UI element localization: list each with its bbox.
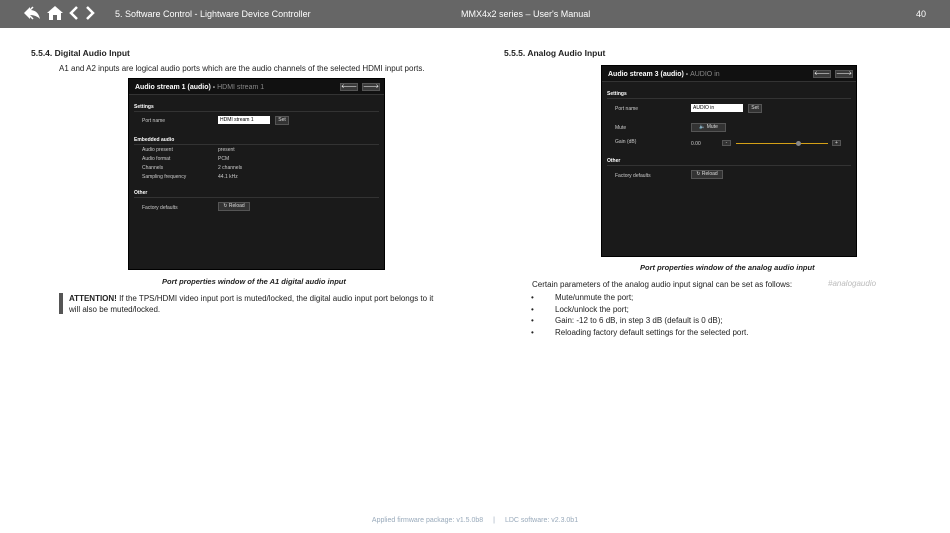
window-subtitle: AUDIO in — [690, 71, 720, 78]
digital-intro: A1 and A2 inputs are logical audio ports which are the audio channels of the selected HDMI input ports. — [59, 64, 425, 73]
other-label: Other — [607, 158, 621, 164]
ldc-version: LDC software: v2.3.0b1 — [504, 517, 579, 524]
mute-label: Mute — [615, 125, 627, 131]
reload-button[interactable] — [218, 202, 250, 211]
gain-slider[interactable] — [736, 143, 828, 144]
reload-button[interactable] — [691, 170, 723, 179]
nav-icons — [22, 5, 96, 23]
home-icon[interactable] — [46, 5, 64, 23]
next-icon[interactable] — [84, 5, 96, 23]
other-label: Other — [134, 190, 148, 196]
divider — [134, 111, 379, 112]
digital-caption: Port properties window of the A1 digital audio input — [162, 277, 346, 286]
page-number: 40 — [916, 9, 927, 19]
reload-icon: ↻ — [223, 203, 229, 209]
attention-text: If the TPS/HDMI video input port is muted/locked, the digital audio input port belongs to it — [116, 294, 434, 303]
gain-slider-thumb[interactable] — [796, 141, 801, 146]
footer-sep: | — [493, 517, 495, 524]
manual-title: MMX4x2 series – User's Manual — [461, 9, 591, 19]
prev-port-button[interactable]: 🡐 — [814, 71, 831, 77]
attention-text-2: will also be muted/locked. — [69, 305, 161, 314]
list-item: • Gain: -12 to 6 dB, in step 3 dB (default is 0 dB); — [543, 315, 748, 327]
list-item: • Lock/unlock the port; — [543, 304, 748, 316]
factory-defaults-label: Factory defaults — [615, 173, 651, 179]
divider — [134, 197, 379, 198]
gain-label: Gain (dB) — [615, 139, 637, 145]
divider — [607, 98, 851, 99]
section-heading-analog: 5.5.5. Analog Audio Input — [504, 48, 606, 58]
settings-label: Settings — [607, 91, 627, 97]
reload-icon: ↻ — [696, 171, 702, 177]
window-title-bar — [602, 66, 856, 82]
analog-audio-window — [601, 65, 857, 257]
port-name-input[interactable]: AUDIO in — [691, 104, 743, 112]
row-value: PCM — [218, 156, 230, 162]
list-item: • Mute/unmute the port; — [543, 292, 748, 304]
analogaudio-tag: #analogaudio — [828, 279, 877, 288]
divider — [607, 165, 851, 166]
back-icon[interactable] — [22, 5, 42, 23]
next-port-button[interactable]: 🡒 — [363, 84, 380, 90]
port-name-label: Port name — [142, 118, 166, 124]
port-name-input[interactable]: HDMI stream 1 — [218, 116, 270, 124]
digital-audio-window — [128, 78, 385, 270]
footer — [0, 517, 950, 524]
window-title-bar — [129, 79, 384, 95]
divider — [134, 144, 379, 145]
window-title: Audio stream 1 (audio) — [135, 84, 211, 91]
list-item: • Reloading factory default settings for the selected port. — [543, 327, 748, 339]
next-port-button[interactable]: 🡒 — [836, 71, 853, 77]
gain-value: 0.00 — [691, 141, 701, 147]
attention-bold: ATTENTION! — [69, 294, 117, 303]
analog-intro: Certain parameters of the analog audio input signal can be set as follows: — [532, 280, 793, 289]
set-button[interactable]: Set — [748, 104, 762, 113]
settings-label: Settings — [134, 104, 154, 110]
gain-increase-button[interactable]: + — [832, 140, 841, 146]
window-subtitle: HDMI stream 1 — [217, 84, 265, 91]
firmware-version: Applied firmware package: v1.5.0b8 — [371, 517, 484, 524]
embedded-audio-label: Embedded audio — [134, 137, 175, 143]
attention-bar — [59, 293, 63, 314]
row-key: Sampling frequency — [142, 174, 187, 180]
row-key: Audio format — [142, 156, 171, 162]
chapter-title: 5. Software Control - Lightware Device Controller — [115, 9, 311, 19]
title-sep: - — [210, 84, 218, 91]
window-title: Audio stream 3 (audio) — [608, 71, 684, 78]
speaker-icon: 🔈 — [699, 124, 707, 130]
factory-defaults-label: Factory defaults — [142, 205, 178, 211]
analog-bullet-list — [543, 292, 748, 339]
top-bar — [0, 0, 950, 28]
port-name-label: Port name — [615, 106, 639, 112]
title-sep: - — [683, 71, 691, 78]
set-button[interactable]: Set — [275, 116, 289, 125]
row-key: Audio present — [142, 147, 173, 153]
prev-icon[interactable] — [68, 5, 80, 23]
row-key: Channels — [142, 165, 164, 171]
reload-label: Reload — [701, 171, 718, 177]
row-value: 44.1 kHz — [218, 174, 238, 180]
prev-port-button[interactable]: 🡐 — [341, 84, 358, 90]
mute-button-label: Mute — [706, 124, 718, 130]
row-value: present — [218, 147, 235, 153]
reload-label: Reload — [228, 203, 245, 209]
row-value: 2 channels — [218, 165, 243, 171]
attention-note — [69, 293, 469, 315]
mute-button[interactable] — [691, 123, 726, 132]
analog-caption: Port properties window of the analog audio input — [640, 263, 815, 272]
section-heading-digital: 5.5.4. Digital Audio Input — [31, 48, 130, 58]
gain-decrease-button[interactable]: - — [722, 140, 731, 146]
